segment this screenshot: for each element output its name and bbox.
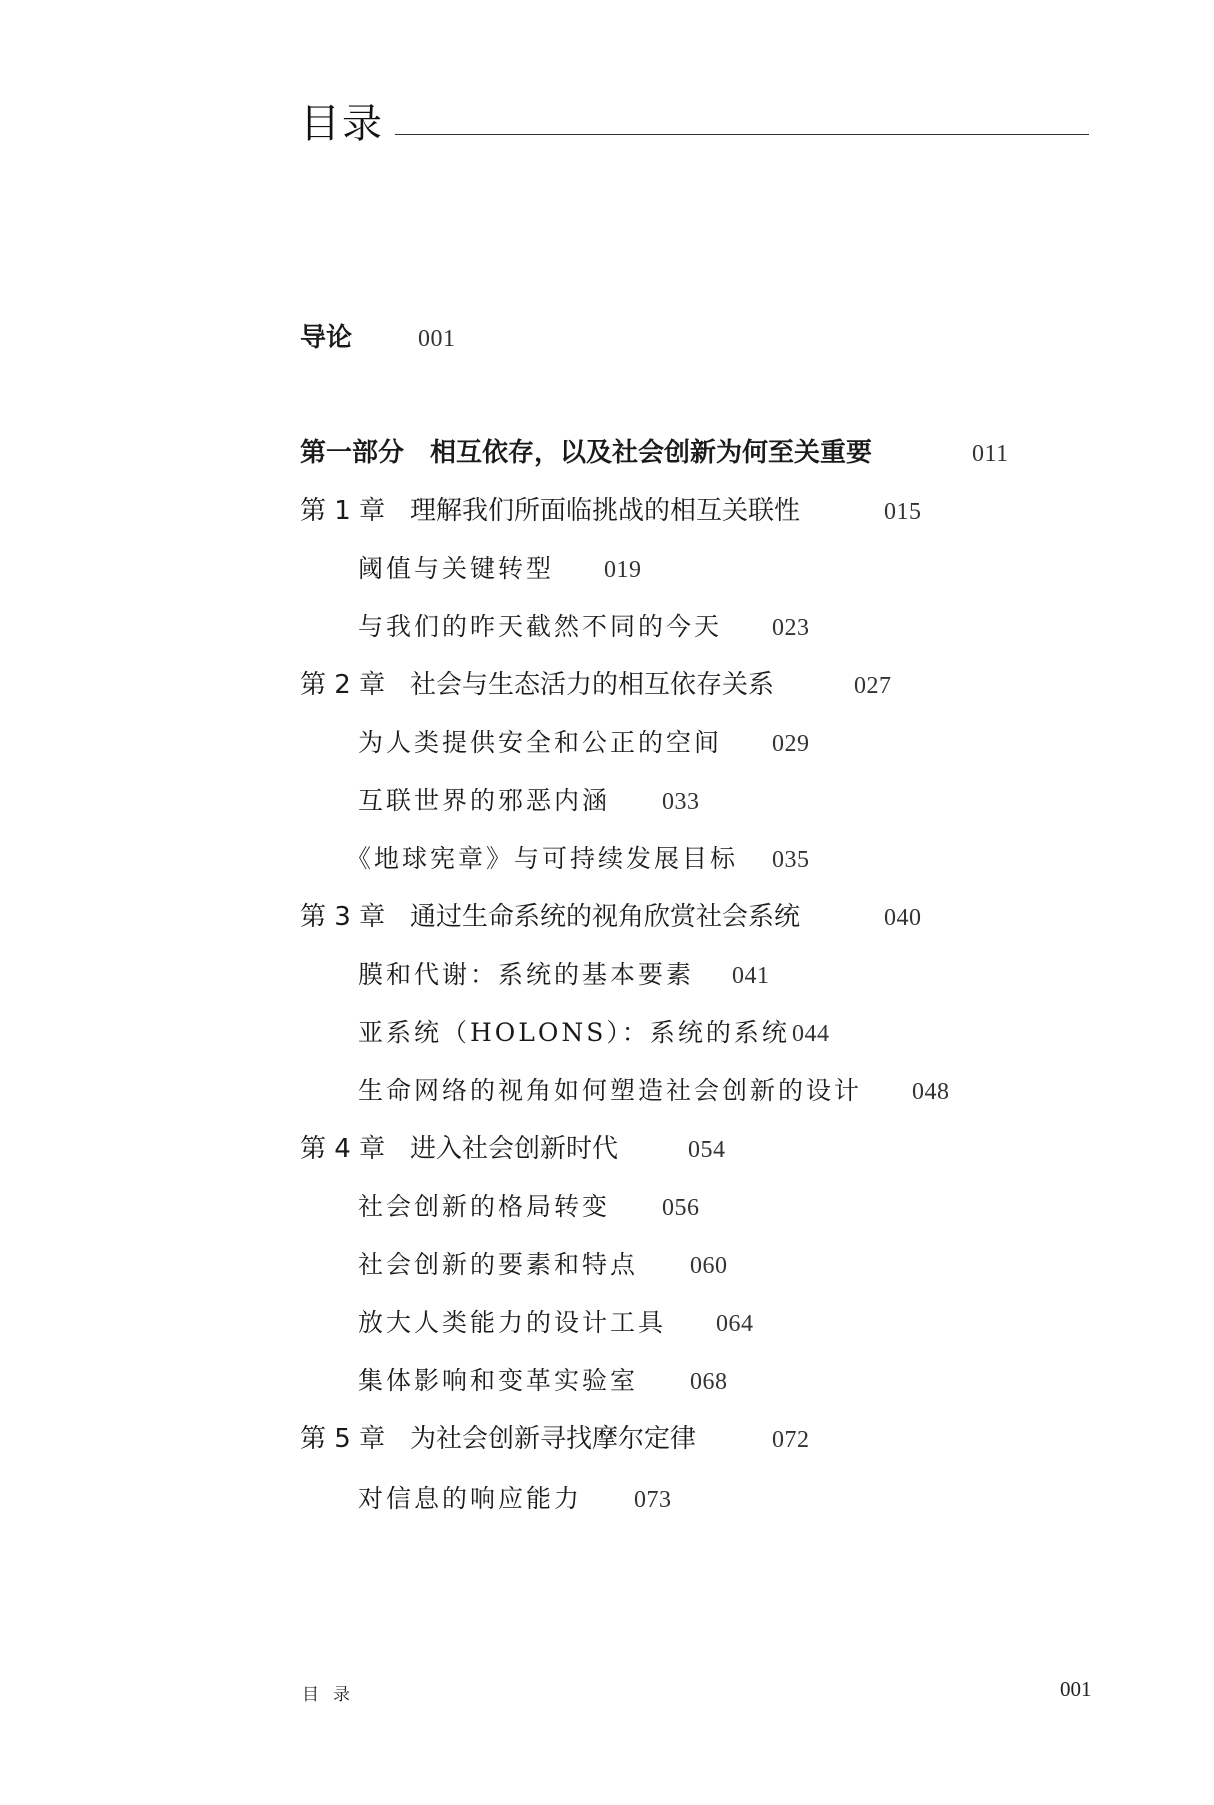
entry-page: 001 (417, 326, 456, 352)
section-title: 社会创新的要素和特点 (358, 1250, 639, 1279)
chapter-number: 第 3 章 (300, 902, 386, 932)
entry-label: 第一部分 相互依存，以及社会创新为何至关重要 (300, 438, 873, 468)
entry-page: 041 (732, 963, 770, 989)
entry-page: 054 (688, 1137, 726, 1163)
entry-page: 023 (772, 615, 810, 641)
toc-entry-section[interactable] (358, 1368, 728, 1394)
section-title: 互联世界的邪恶内涵 (358, 786, 611, 815)
toc-entry-section[interactable] (358, 788, 700, 814)
toc-entry-intro[interactable] (300, 325, 455, 351)
entry-page: 072 (772, 1427, 810, 1453)
entry-page: 027 (854, 673, 892, 699)
toc-entry-section[interactable] (358, 962, 770, 988)
chapter-number: 第 2 章 (300, 670, 386, 700)
toc-entry-section[interactable] (358, 1020, 830, 1046)
toc-entry-section[interactable] (358, 1194, 700, 1220)
toc-entry-section[interactable] (358, 556, 642, 582)
toc-entry-section[interactable] (358, 614, 810, 640)
toc-entry-chapter-4[interactable] (300, 1136, 726, 1162)
entry-page: 073 (634, 1487, 672, 1513)
entry-page: 044 (792, 1021, 830, 1047)
toc-entry-part-1[interactable] (300, 440, 1009, 466)
chapter-title: 进入社会创新时代 (410, 1134, 619, 1164)
entry-page: 029 (772, 731, 810, 757)
entry-page: 060 (690, 1253, 728, 1279)
entry-page: 064 (716, 1311, 754, 1337)
chapter-title: 理解我们所面临挑战的相互关联性 (410, 496, 801, 526)
toc-entry-chapter-1[interactable] (300, 498, 922, 524)
section-title: 社会创新的格局转变 (358, 1192, 611, 1221)
section-title: 膜和代谢：系统的基本要素 (358, 960, 695, 989)
chapter-title: 为社会创新寻找摩尔定律 (410, 1424, 697, 1454)
toc-entry-section[interactable] (358, 1310, 754, 1336)
section-title: 与我们的昨天截然不同的今天 (358, 612, 723, 641)
section-title: 放大人类能力的设计工具 (358, 1308, 667, 1337)
section-title: 亚系统（HOLONS）：系统的系统 (358, 1018, 790, 1047)
toc-entry-section[interactable] (358, 1078, 950, 1104)
toc-entry-chapter-3[interactable] (300, 904, 922, 930)
section-title: 对信息的响应能力 (358, 1484, 583, 1513)
entry-page: 035 (772, 847, 810, 873)
section-title: 为人类提供安全和公正的空间 (358, 728, 723, 757)
toc-entry-section[interactable] (358, 730, 810, 756)
toc-entry-chapter-2[interactable] (300, 672, 892, 698)
chapter-title: 通过生命系统的视角欣赏社会系统 (410, 902, 801, 932)
toc-entry-section[interactable] (346, 846, 810, 872)
chapter-number: 第 1 章 (300, 496, 386, 526)
entry-page: 011 (971, 441, 1009, 467)
section-title: 集体影响和变革实验室 (358, 1366, 639, 1395)
section-title: 生命网络的视角如何塑造社会创新的设计 (358, 1076, 863, 1105)
entry-label: 导论 (300, 323, 353, 353)
section-title: 《地球宪章》与可持续发展目标 (346, 844, 739, 873)
entry-page: 040 (884, 905, 922, 931)
entry-page: 056 (662, 1195, 700, 1221)
entry-page: 068 (690, 1369, 728, 1395)
toc-entry-chapter-5[interactable] (300, 1426, 810, 1452)
title-rule (395, 134, 1089, 135)
chapter-number: 第 5 章 (300, 1424, 386, 1454)
running-head: 目录 (302, 1685, 364, 1705)
chapter-number: 第 4 章 (300, 1134, 386, 1164)
entry-page: 048 (912, 1079, 950, 1105)
entry-page: 015 (884, 499, 922, 525)
folio-page-number: 001 (1060, 1677, 1092, 1701)
toc-entry-section[interactable] (358, 1252, 728, 1278)
section-title: 阈值与关键转型 (358, 554, 555, 583)
toc-entry-section[interactable] (358, 1486, 672, 1512)
entry-page: 019 (604, 557, 642, 583)
chapter-title: 社会与生态活力的相互依存关系 (410, 670, 775, 700)
entry-page: 033 (662, 789, 700, 815)
page-title: 目录 (300, 101, 384, 147)
